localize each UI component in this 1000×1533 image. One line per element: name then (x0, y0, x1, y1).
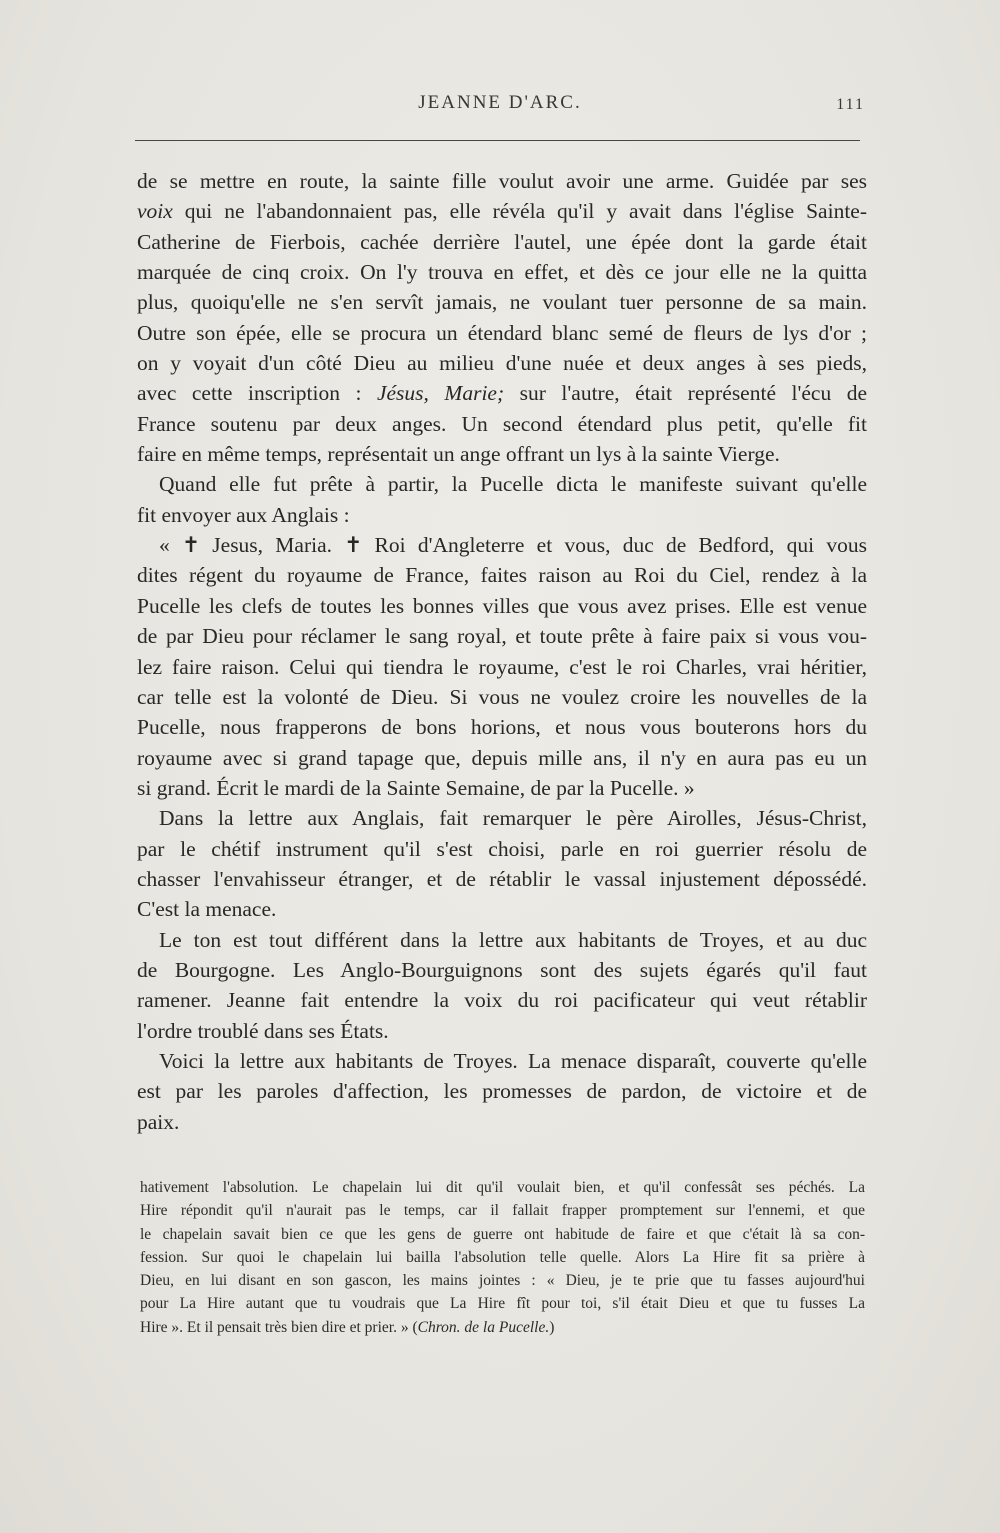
text-line: car telle est la volonté de Dieu. Si vous ne voulez croire les nouvelles de la (137, 684, 867, 709)
footnote-line: pour La Hire autant que tu voudrais que La Hire fît pour toi, s'il était Dieu et que tu fusses La (140, 1295, 865, 1313)
text-line: par le chétif instrument qu'il s'est choisi, parle en roi guerrier résolu de (137, 836, 867, 861)
text-line: marquée de cinq croix. On l'y trouva en effet, et dès ce jour elle ne la quitta (137, 260, 867, 285)
footnote-line: le chapelain savait bien ce que les gens de guerre ont habitude de faire et que c'était là sa con- (140, 1225, 865, 1243)
text-line: Pucelle les clefs de toutes les bonnes villes que vous avez prises. Elle est venue (137, 593, 867, 618)
text-line: royaume avec si grand tapage que, depuis mille ans, il n'y en aura pas eu un (137, 745, 867, 770)
text-line: Outre son épée, elle se procura un étendard blanc semé de fleurs de lys d'or ; (137, 320, 867, 345)
footnote-line: Dieu, en lui disant en son gascon, les mains jointes : « Dieu, je te prie que tu fasses aujourd'hui (140, 1272, 865, 1290)
text-line: Voici la lettre aux habitants de Troyes. La menace disparaît, couverte qu'elle (159, 1048, 867, 1073)
text-line: dites régent du royaume de France, faites raison au Roi du Ciel, rendez à la (137, 563, 867, 588)
text-line: on y voyait d'un côté Dieu au milieu d'une nuée et deux anges à ses pieds, (137, 351, 867, 376)
footnote-line: fession. Sur quoi le chapelain lui bailla l'absolution telle quelle. Alors La Hire fit sa prière à (140, 1248, 865, 1266)
text-line: Catherine de Fierbois, cachée derrière l'autel, une épée dont la garde était (137, 229, 867, 254)
text-line: faire en même temps, représentait un ange offrant un lys à la sainte Vierge. (137, 442, 780, 467)
text-line: de Bourgogne. Les Anglo-Bourguignons sont des sujets égarés qu'il faut (137, 957, 867, 982)
text-line: de par Dieu pour réclamer le sang royal, et toute prête à faire paix si vous vou- (137, 624, 867, 649)
footnote-line: Hire ». Et il pensait très bien dire et prier. » (Chron. de la Pucelle.) (140, 1318, 555, 1336)
text-line: France soutenu par deux anges. Un second étendard plus petit, qu'elle fit (137, 411, 867, 436)
header-rule (135, 140, 860, 141)
text-line: chasser l'envahisseur étranger, et de rétablir le vassal injustement dépossédé. (137, 866, 867, 891)
text-line: est par les paroles d'affection, les promesses de pardon, de victoire et de (137, 1079, 867, 1104)
page-number: 111 (836, 96, 865, 113)
text-line: de se mettre en route, la sainte fille voulut avoir une arme. Guidée par ses (137, 169, 867, 193)
text-line: ramener. Jeanne fait entendre la voix du roi pacificateur qui veut rétablir (137, 988, 867, 1013)
text-line: Dans la lettre aux Anglais, fait remarquer le père Airolles, Jésus-Christ, (159, 806, 867, 831)
text-line: « ✝ Jesus, Maria. ✝ Roi d'Angleterre et vous, duc de Bedford, qui vous (159, 533, 867, 558)
text-line: si grand. Écrit le mardi de la Sainte Semaine, de par la Pucelle. » (137, 775, 695, 800)
text-line: C'est la menace. (137, 897, 277, 922)
text-line: Le ton est tout différent dans la lettre aux habitants de Troyes, et au duc (159, 927, 867, 952)
text-line: fit envoyer aux Anglais : (137, 502, 350, 527)
text-line: Quand elle fut prête à partir, la Pucelle dicta le manifeste suivant qu'elle (159, 472, 867, 497)
text-line: l'ordre troublé dans ses États. (137, 1018, 389, 1043)
text-line: lez faire raison. Celui qui tiendra le royaume, c'est le roi Charles, vrai héritier, (137, 654, 867, 679)
footnote-line: hativement l'absolution. Le chapelain lui dit qu'il voulait bien, et qu'il confessât ses péchés. La (140, 1179, 865, 1196)
text-line: Pucelle, nous frapperons de bons horions, et nous vous bouterons hors du (137, 715, 867, 740)
footnote (140, 1176, 865, 1339)
footnote-line: Hire répondit qu'il n'aurait pas le temps, car il fallait frapper promptement sur l'ennemi, et que (140, 1202, 865, 1220)
text-line: paix. (137, 1109, 180, 1134)
text-line: plus, quoiqu'elle ne s'en servît jamais, ne voulant tuer personne de sa main. (137, 290, 867, 315)
text-line: avec cette inscription : Jésus, Marie; sur l'autre, était représenté l'écu de (137, 381, 867, 406)
running-title: JEANNE D'ARC. (418, 92, 582, 113)
main-text (137, 166, 867, 1137)
text-line: voix qui ne l'abandonnaient pas, elle révéla qu'il y avait dans l'église Sainte- (137, 199, 867, 224)
